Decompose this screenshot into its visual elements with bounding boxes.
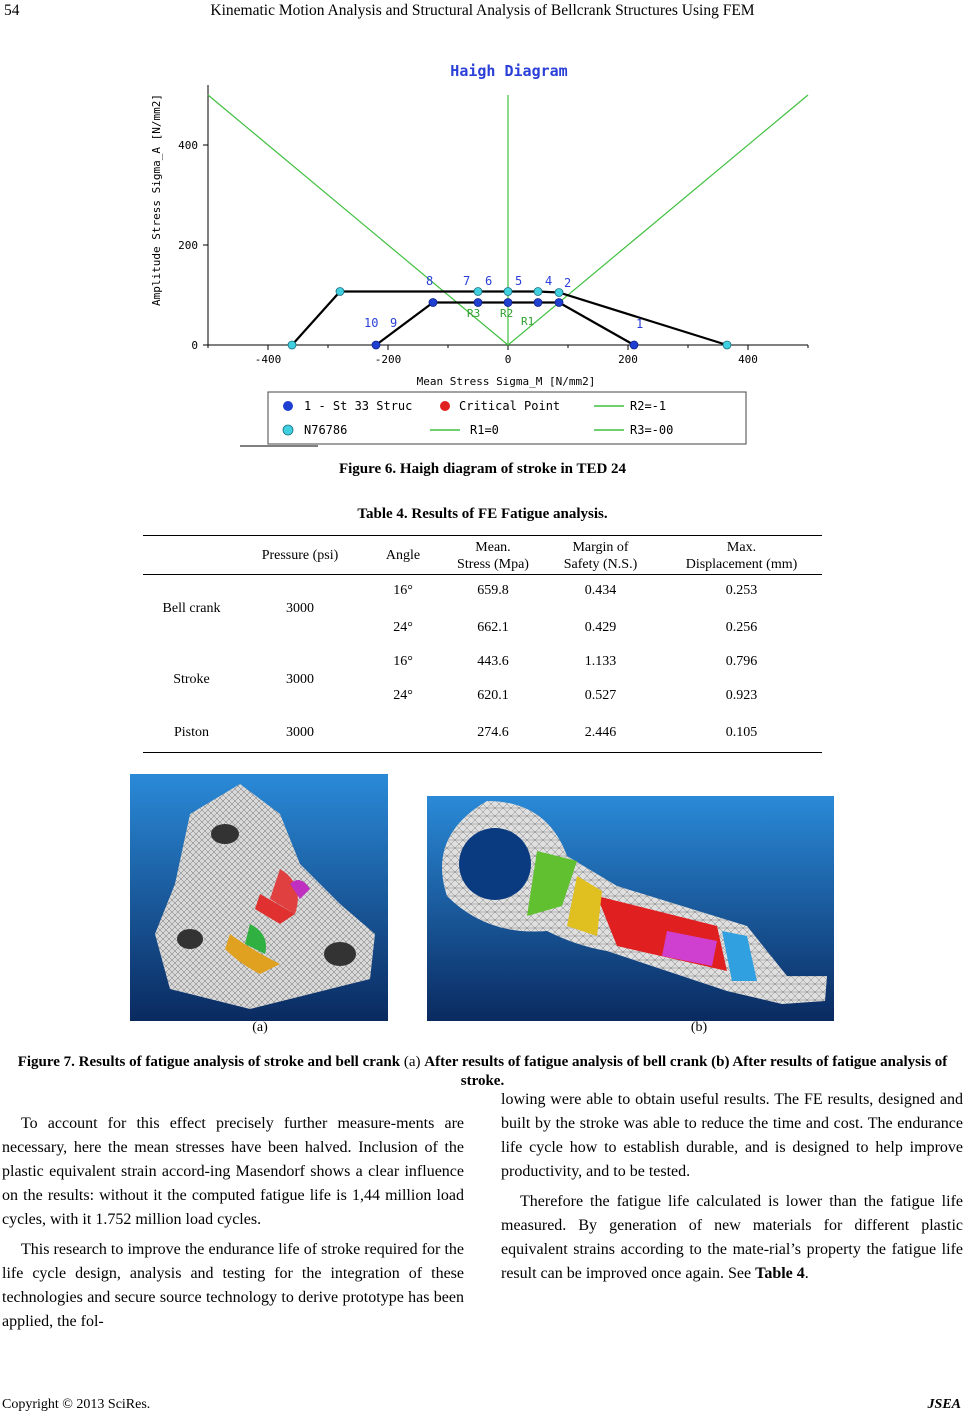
- reference-line: [508, 95, 808, 345]
- table-cell-margin: 1.133: [584, 654, 617, 669]
- table-cell-disp: 0.796: [725, 654, 758, 669]
- table-cell-margin: 2.446: [584, 725, 617, 740]
- chart-title: Haigh Diagram: [450, 62, 568, 80]
- col-header-margin: Margin of Safety (N.S.): [563, 540, 638, 572]
- figure-7-caption-rest: After results of fatigue analysis of bell crank (b) After results of fatigue analysis of stroke.: [424, 1054, 948, 1089]
- table-cell-mean: 620.1: [477, 688, 509, 703]
- series-point: [534, 299, 542, 307]
- series-point: [555, 299, 563, 307]
- point-label-4: 4: [545, 274, 553, 288]
- fea-bell-crank-image: [130, 774, 388, 1021]
- legend-r1: R1=0: [470, 423, 499, 437]
- point-label-9: 9: [390, 316, 398, 330]
- line-label-r2: R2: [500, 307, 514, 320]
- point-label-7: 7: [463, 274, 471, 288]
- table-cell-disp: 0.256: [725, 620, 758, 635]
- footer-journal: JSEA: [927, 1397, 961, 1412]
- table-4-reference[interactable]: Table 4: [755, 1265, 805, 1282]
- table-cell-angle: 24°: [393, 620, 413, 635]
- table-cell-part: Bell crank: [162, 601, 221, 616]
- table-cell-pressure: 3000: [286, 725, 314, 740]
- footer-copyright: Copyright © 2013 SciRes.: [2, 1397, 151, 1412]
- legend-critical-point: Critical Point: [459, 399, 561, 413]
- line-label-r3: R3: [467, 307, 481, 320]
- table-cell-disp: 0.923: [725, 688, 758, 703]
- figure-7-caption-lead: Figure 7. Results of fatigue analysis of stroke and bell crank: [17, 1054, 401, 1070]
- series-point: [474, 299, 482, 307]
- series-point: [534, 288, 542, 296]
- legend-marker-critical: [440, 401, 450, 411]
- table-body: [143, 575, 822, 752]
- point-label-6: 6: [485, 274, 493, 288]
- series-point: [288, 341, 296, 349]
- series-point: [555, 289, 563, 297]
- table-cell-angle: 24°: [393, 688, 413, 703]
- x-axis-label: Mean Stress Sigma_M [N/mm2]: [416, 375, 596, 388]
- body-right-column: [501, 1088, 963, 1286]
- x-tick-label: 200: [618, 353, 638, 366]
- legend-marker-series-1: [283, 401, 293, 411]
- table-cell-disp: 0.105: [725, 725, 758, 740]
- y-tick-label: 0: [191, 339, 198, 352]
- y-tick-label: 200: [178, 239, 198, 252]
- table-cell-part: Piston: [173, 725, 209, 740]
- table-cell-mean: 274.6: [477, 725, 509, 740]
- table-cell-margin: 0.527: [584, 688, 617, 703]
- x-tick-label: 0: [504, 353, 512, 366]
- point-label-2: 2: [564, 276, 572, 290]
- col-header-mean-stress: Mean. Stress (Mpa): [457, 540, 529, 572]
- table-cell-pressure: 3000: [286, 672, 314, 687]
- legend-series-2: N76786: [304, 423, 348, 437]
- series-point: [474, 288, 482, 296]
- point-label-5: 5: [515, 274, 523, 288]
- figure-7-caption: [0, 1053, 965, 1091]
- table-cell-angle: 16°: [393, 583, 413, 598]
- running-header: [0, 0, 965, 26]
- subfigure-label-a: (a): [252, 1020, 268, 1035]
- table-cell-mean: 443.6: [477, 654, 509, 669]
- table-cell-mean: 659.8: [477, 583, 509, 598]
- table-cell-pressure: 3000: [286, 601, 314, 616]
- y-axis-label: Amplitude Stress Sigma_A [N/mm2]: [150, 94, 163, 306]
- table-cell-angle: 16°: [393, 654, 413, 669]
- table-cell-disp: 0.253: [725, 583, 758, 598]
- body-paragraph-end: .: [804, 1265, 809, 1282]
- x-tick-label: -400: [254, 353, 282, 366]
- series-point: [504, 288, 512, 296]
- running-title: Kinematic Motion Analysis and Structural Analysis of Bellcrank Structures Using FEM: [210, 2, 755, 19]
- page-number: 54: [4, 2, 20, 19]
- table-header-row: [143, 536, 822, 574]
- body-paragraph-text: Therefore the fatigue life calculated is lower than the fatigue life measured. By generation of new materials for different plastic equivalent strains according to the mate-rial’s property the fatigue life result can be improved once again. See: [501, 1193, 963, 1282]
- table-cell-mean: 662.1: [477, 620, 509, 635]
- fea-stroke-image: [427, 796, 834, 1021]
- body-paragraph: lowing were able to obtain useful results. The FE results, designed and built by the stroke was able to reduce the time and cost. The endurance life cycle how to establish durable, and is designed to help improve productivity, and to be tested.: [501, 1091, 963, 1180]
- table-cell-part: Stroke: [173, 672, 210, 687]
- series-point: [336, 288, 344, 296]
- x-tick-label: 400: [738, 353, 758, 366]
- table-cell-margin: 0.429: [584, 620, 617, 635]
- table-cell-margin: 0.434: [584, 583, 617, 598]
- x-tick-label: -200: [374, 353, 402, 366]
- legend-series-1: 1 - St 33 Struc: [304, 399, 413, 413]
- series-point: [504, 299, 512, 307]
- line-label-r1: R1: [521, 315, 535, 328]
- table-4: [143, 535, 822, 753]
- col-header-angle: Angle: [385, 548, 421, 563]
- table-4-title: Table 4. Results of FE Fatigue analysis.: [357, 506, 608, 522]
- figure-6-caption: Figure 6. Haigh diagram of stroke in TED 24: [338, 461, 627, 477]
- legend-r3: R3=-00: [630, 423, 674, 437]
- reference-line: [208, 95, 508, 345]
- body-paragraph: To account for this effect precisely further measure-ments are necessary, here the mean stresses have been halved. Inclusion of the plastic equivalent strain accord-ing Masendorf shows a clear influence on the results: without it the computed fatigue life is 1,44 million load cycles, with it 1.752 million load cycles.: [2, 1115, 464, 1228]
- body-paragraph: This research to improve the endurance life of stroke required for the life cycle design, analysis and testing for the integration of these technologies and secure source technology to derive prototype has been applied, the fol-: [2, 1241, 464, 1330]
- point-label-8: 8: [426, 274, 434, 288]
- legend-marker-series-2: [283, 425, 293, 435]
- figure-7-caption-a: (a): [403, 1054, 421, 1070]
- subfigure-label-b: (b): [690, 1020, 708, 1035]
- body-left-column: [2, 1112, 464, 1334]
- legend-r2: R2=-1: [630, 399, 667, 413]
- point-label-10: 10: [364, 316, 379, 330]
- y-tick-label: 400: [178, 139, 198, 152]
- series-point: [723, 341, 731, 349]
- series-point: [630, 341, 638, 349]
- haigh-diagram-chart: [140, 55, 820, 450]
- body-paragraph: [501, 1190, 963, 1286]
- series-point: [429, 299, 437, 307]
- series-point: [372, 341, 380, 349]
- point-label-1: 1: [636, 317, 644, 331]
- col-header-pressure: Pressure (psi): [261, 548, 339, 563]
- col-header-displacement: Max. Displacement (mm): [685, 540, 798, 572]
